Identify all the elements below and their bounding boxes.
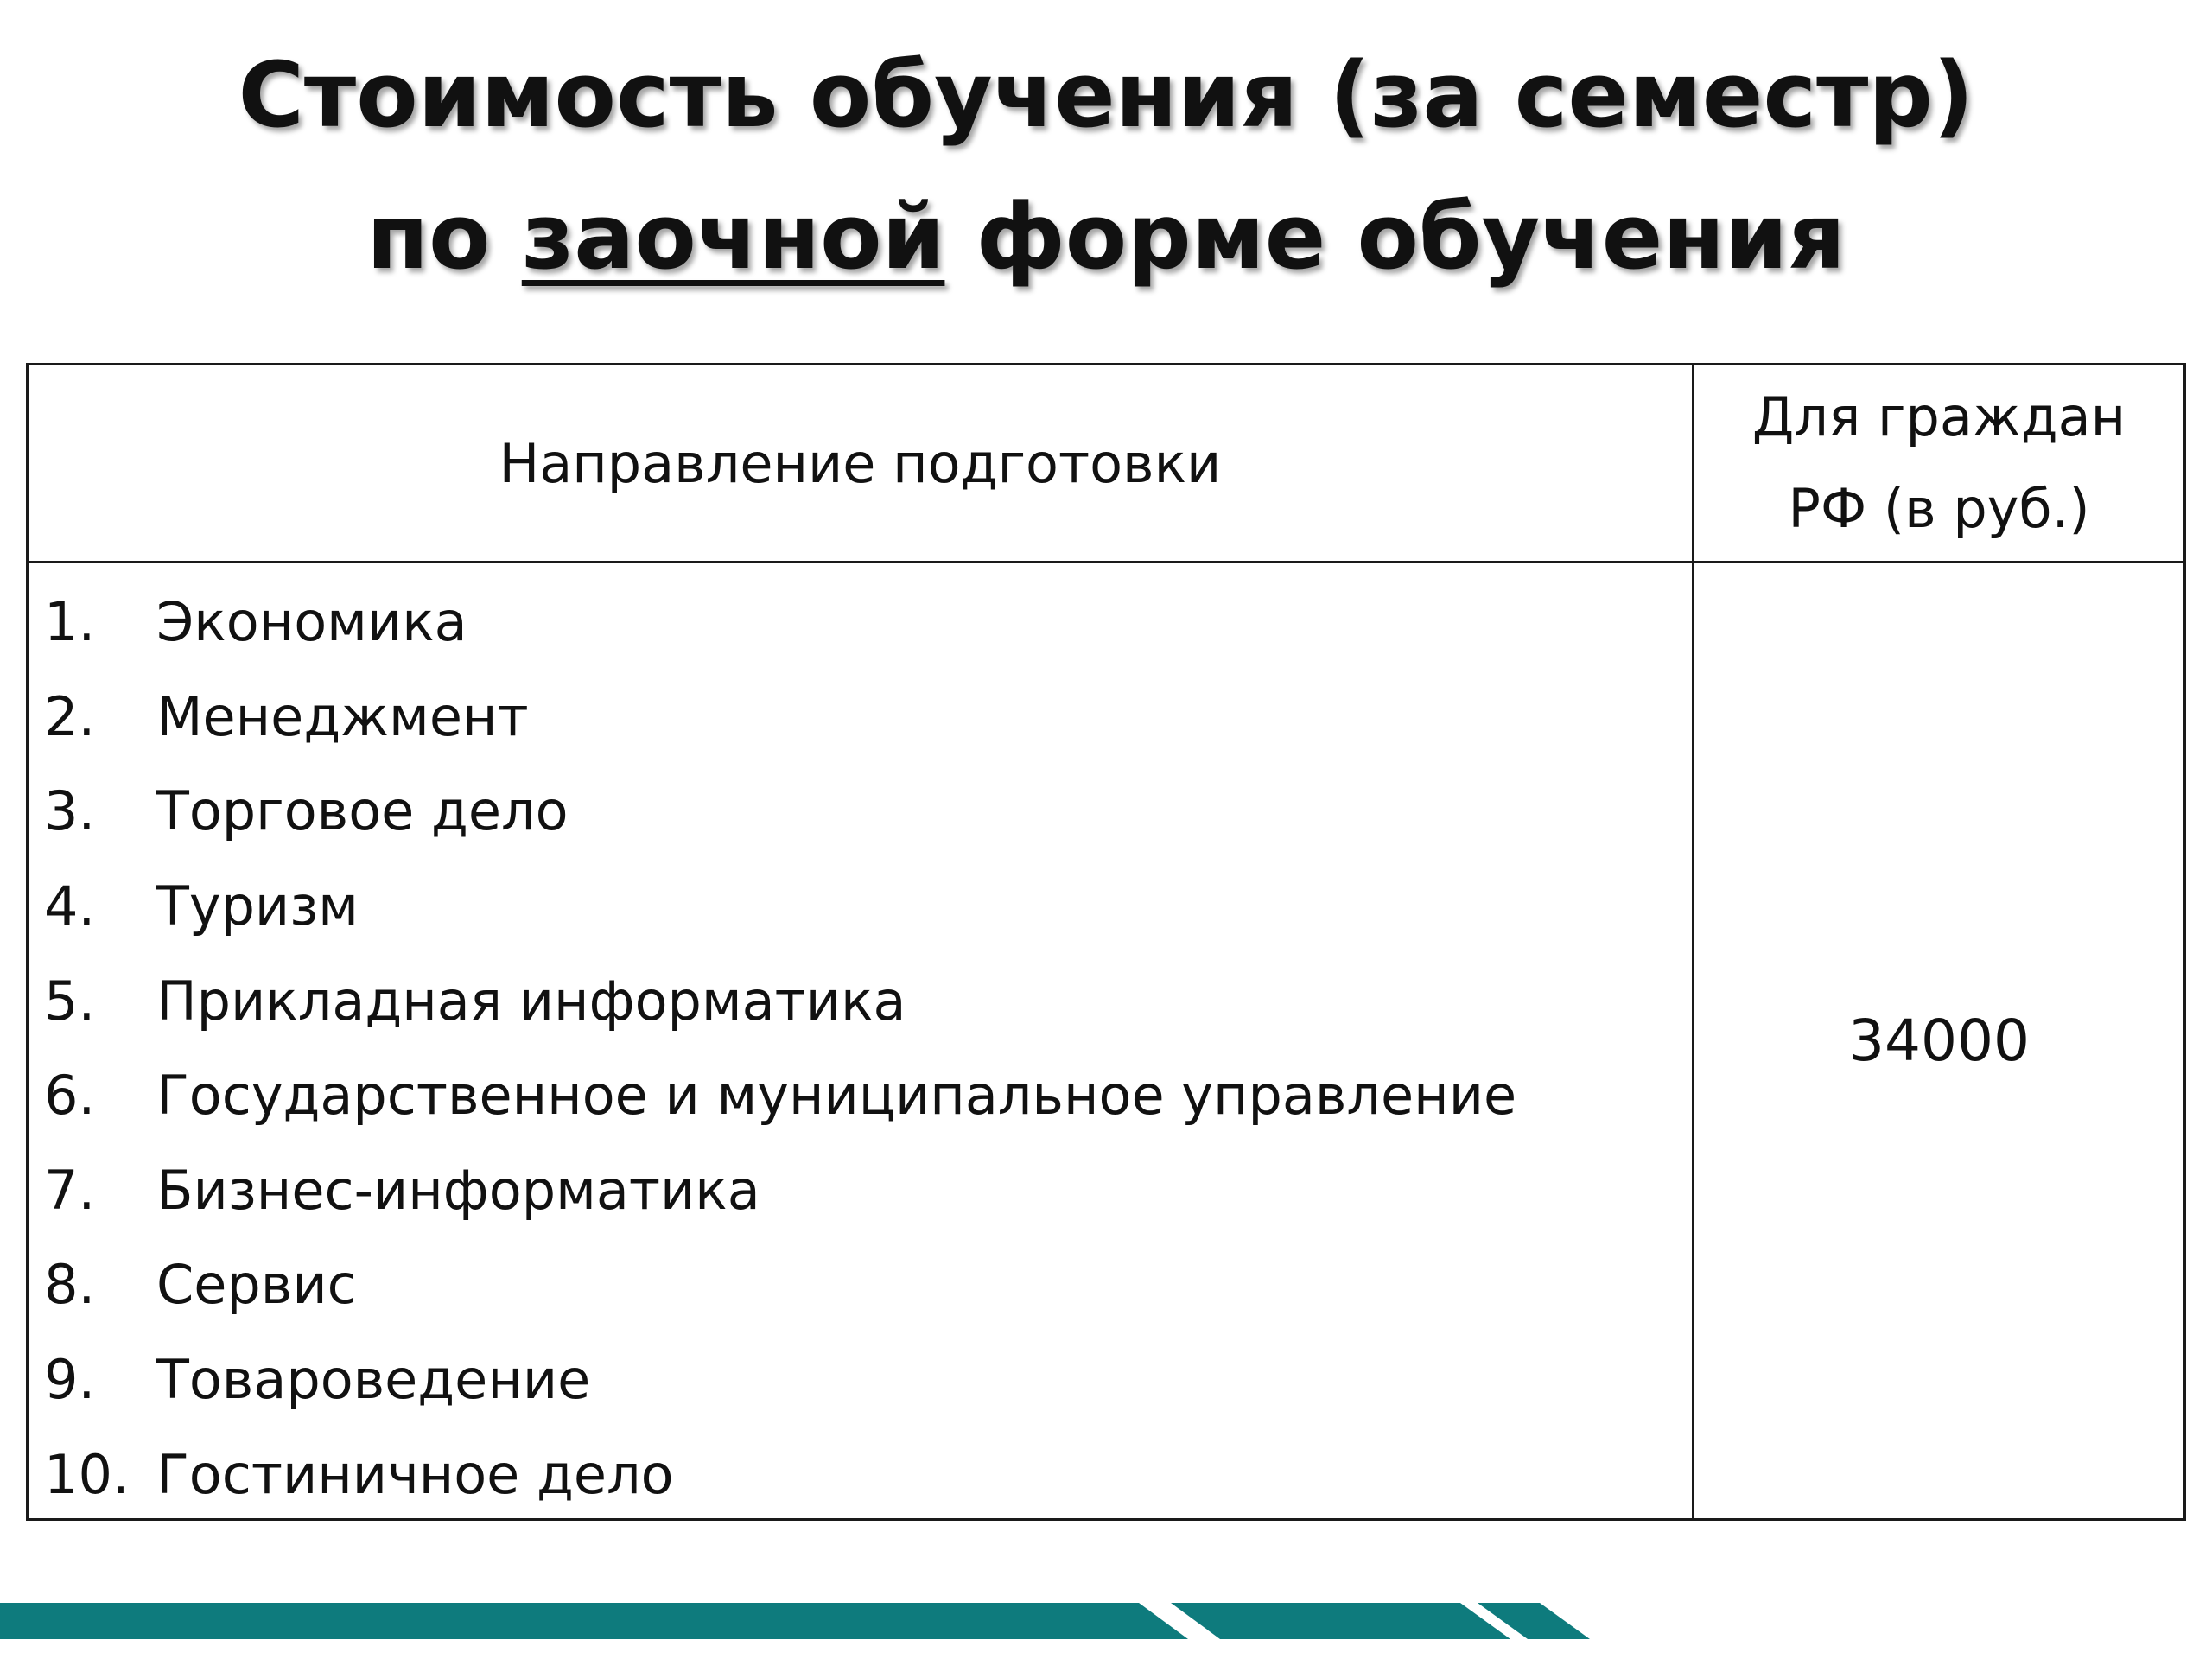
program-row: [44, 1237, 1677, 1332]
program-row: [44, 1143, 1677, 1238]
program-row: [44, 859, 1677, 954]
program-row: [44, 575, 1677, 670]
program-row: [44, 1048, 1677, 1143]
slide-title: [0, 24, 2212, 308]
program-name: Менеджмент: [156, 684, 529, 748]
program-number: 9.: [44, 1348, 96, 1412]
price-cell: [1694, 563, 2183, 1518]
program-name: Экономика: [156, 590, 467, 654]
tuition-table: [26, 363, 2186, 1521]
program-number: 2.: [44, 684, 96, 748]
program-row: [44, 1427, 1677, 1522]
title-line-2-prefix: по: [366, 184, 522, 289]
program-row: [44, 764, 1677, 859]
decorative-stripes: [0, 1603, 2212, 1639]
header-price-line-1: Для граждан: [1751, 385, 2126, 448]
header-price-cell: [1694, 365, 2183, 561]
title-underlined-word: заочной: [521, 184, 945, 289]
program-number: 3.: [44, 779, 96, 843]
program-name: Прикладная информатика: [156, 969, 906, 1033]
program-number: 4.: [44, 874, 96, 938]
program-number: 7.: [44, 1158, 96, 1222]
program-name: Гостиничное дело: [156, 1442, 674, 1506]
program-name: Туризм: [156, 874, 359, 938]
program-name: Товароведение: [156, 1348, 591, 1412]
program-name: Торговое дело: [156, 779, 569, 843]
program-row: [44, 953, 1677, 1048]
program-row: [44, 670, 1677, 765]
program-number: 10.: [44, 1442, 130, 1506]
stripe-1: [0, 1603, 1188, 1639]
title-line-2: [0, 166, 2212, 308]
price-value: 34000: [1848, 1007, 2030, 1074]
program-row: [44, 1332, 1677, 1427]
header-direction-label: Направление подготовки: [499, 431, 1222, 495]
title-line-1: Стоимость обучения (за семестр): [238, 42, 1974, 148]
program-number: 1.: [44, 590, 96, 654]
program-name: Государственное и муниципальное управление: [156, 1064, 1517, 1128]
title-line-2-suffix: форме обучения: [944, 184, 1846, 289]
program-name: Бизнес-информатика: [156, 1158, 760, 1222]
program-name: Сервис: [156, 1253, 357, 1317]
program-number: 6.: [44, 1064, 96, 1128]
program-list: [44, 575, 1677, 1522]
program-number: 8.: [44, 1253, 96, 1317]
header-direction-cell: [29, 365, 1692, 561]
stripe-2: [1171, 1603, 1510, 1639]
program-number: 5.: [44, 969, 96, 1033]
header-price-line-2: РФ (в руб.): [1788, 477, 2090, 540]
